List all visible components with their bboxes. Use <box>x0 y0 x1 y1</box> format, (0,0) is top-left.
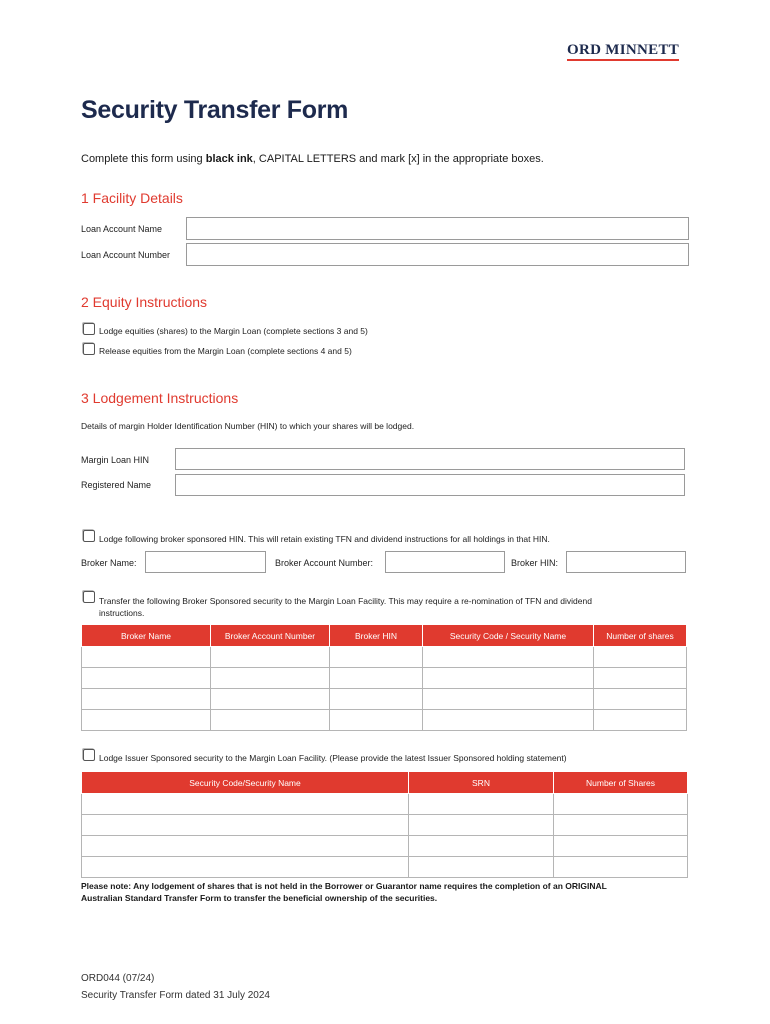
broker-securities-table <box>81 624 687 731</box>
broker-table-header: Broker Name <box>82 625 211 647</box>
broker-name-field[interactable] <box>145 551 266 573</box>
broker-table-header: Broker Account Number <box>211 625 330 647</box>
table-cell[interactable] <box>82 710 211 731</box>
section-2-heading: 2 Equity Instructions <box>81 294 208 310</box>
broker-hin-option-label: Lodge following broker sponsored HIN. This will retain existing TFN and dividend instructions for all holdings in that HIN. <box>99 534 550 544</box>
form-dated: Security Transfer Form dated 31 July 2024 <box>81 990 270 1001</box>
table-cell[interactable] <box>330 668 423 689</box>
table-cell[interactable] <box>554 836 688 857</box>
broker-hin-label: Broker HIN: <box>511 558 559 568</box>
loan-account-number-field[interactable] <box>186 243 689 266</box>
issuer-table-header: Number of Shares <box>554 772 688 794</box>
broker-table-header: Broker HIN <box>330 625 423 647</box>
form-code: ORD044 (07/24) <box>81 973 155 984</box>
table-cell[interactable] <box>409 815 554 836</box>
release-equities-checkbox[interactable] <box>83 343 95 355</box>
table-cell[interactable] <box>423 668 594 689</box>
table-row <box>82 668 687 689</box>
table-cell[interactable] <box>82 794 409 815</box>
table-row <box>82 815 688 836</box>
issuer-table-header: SRN <box>409 772 554 794</box>
table-cell[interactable] <box>594 647 687 668</box>
page-title: Security Transfer Form <box>81 96 349 124</box>
table-cell[interactable] <box>82 668 211 689</box>
table-row <box>82 647 687 668</box>
loan-account-name-label: Loan Account Name <box>81 224 163 234</box>
table-cell[interactable] <box>423 647 594 668</box>
table-cell[interactable] <box>211 647 330 668</box>
registered-name-field[interactable] <box>175 474 685 496</box>
intro-text: Complete this form using black ink, CAPITAL LETTERS and mark [x] in the appropriate boxes. <box>81 153 544 165</box>
table-cell[interactable] <box>594 710 687 731</box>
table-cell[interactable] <box>211 710 330 731</box>
table-cell[interactable] <box>330 689 423 710</box>
table-cell[interactable] <box>82 857 409 878</box>
registered-name-label: Registered Name <box>81 480 152 490</box>
table-cell[interactable] <box>82 689 211 710</box>
broker-hin-checkbox[interactable] <box>83 530 95 542</box>
table-row <box>82 689 687 710</box>
broker-account-number-field[interactable] <box>385 551 505 573</box>
issuer-securities-table <box>81 771 688 878</box>
table-cell[interactable] <box>594 689 687 710</box>
lodge-equities-label: Lodge equities (shares) to the Margin Loan (complete sections 3 and 5) <box>99 326 368 336</box>
loan-account-name-field[interactable] <box>186 217 689 240</box>
section-1-heading: 1 Facility Details <box>81 190 183 206</box>
broker-account-number-label: Broker Account Number: <box>275 558 374 568</box>
release-equities-label: Release equities from the Margin Loan (complete sections 4 and 5) <box>99 346 352 356</box>
table-row <box>82 710 687 731</box>
table-cell[interactable] <box>211 668 330 689</box>
margin-loan-hin-field[interactable] <box>175 448 685 470</box>
issuer-table-header: Security Code/Security Name <box>82 772 409 794</box>
table-cell[interactable] <box>554 857 688 878</box>
issuer-sponsored-checkbox[interactable] <box>83 749 95 761</box>
table-row <box>82 836 688 857</box>
table-cell[interactable] <box>330 710 423 731</box>
margin-loan-hin-label: Margin Loan HIN <box>81 455 150 465</box>
section-3-heading: 3 Lodgement Instructions <box>81 390 239 406</box>
table-row <box>82 857 688 878</box>
issuer-sponsored-option-label: Lodge Issuer Sponsored security to the Margin Loan Facility. (Please provide the latest Issuer Sponsored holding statement) <box>99 753 567 763</box>
broker-hin-field[interactable] <box>566 551 686 573</box>
table-cell[interactable] <box>82 836 409 857</box>
table-cell[interactable] <box>409 794 554 815</box>
ord-minnett-logo: ORD MINNETT <box>567 42 679 61</box>
table-cell[interactable] <box>554 794 688 815</box>
broker-table-header: Number of shares <box>594 625 687 647</box>
table-row <box>82 794 688 815</box>
table-cell[interactable] <box>211 689 330 710</box>
lodge-equities-checkbox[interactable] <box>83 323 95 335</box>
table-cell[interactable] <box>423 689 594 710</box>
hin-details-text: Details of margin Holder Identification Number (HIN) to which your shares will be lodged. <box>81 421 415 431</box>
table-cell[interactable] <box>82 647 211 668</box>
transfer-broker-option-label: Transfer the following Broker Sponsored security to the Margin Loan Facility. This may require a re-nomination of TFN and dividend instructions. <box>99 596 592 618</box>
transfer-broker-checkbox[interactable] <box>83 591 95 603</box>
table-cell[interactable] <box>330 647 423 668</box>
table-cell[interactable] <box>594 668 687 689</box>
broker-table-header: Security Code / Security Name <box>423 625 594 647</box>
table-cell[interactable] <box>409 836 554 857</box>
table-cell[interactable] <box>554 815 688 836</box>
table-cell[interactable] <box>82 815 409 836</box>
table-cell[interactable] <box>423 710 594 731</box>
loan-account-number-label: Loan Account Number <box>81 250 171 260</box>
please-note-text: Please note: Any lodgement of shares that is not held in the Borrower or Guarantor name requires the completion of an ORIGINAL Australian Standard Transfer Form to transfer the beneficial ownership of the securities. <box>81 881 607 903</box>
table-cell[interactable] <box>409 857 554 878</box>
broker-name-label: Broker Name: <box>81 558 137 568</box>
